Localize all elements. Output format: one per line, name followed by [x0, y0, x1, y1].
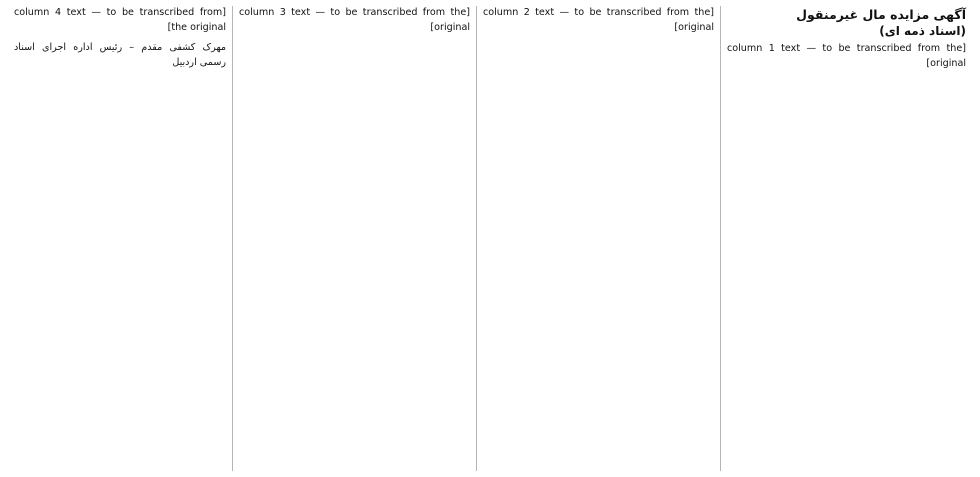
notice-signature: مهرک کشفی مقدم – رئیس اداره اجرای اسناد رسمی اردبیل — [14, 42, 226, 69]
notice-title: آگهی مزایده مال غیرمنقول — [796, 7, 966, 22]
notice-column-3 — [232, 6, 476, 471]
notice-body-text: [column 1 text — to be transcribed from the original] — [727, 43, 966, 69]
notice-body-text: [column 4 text — to be transcribed from the original] — [14, 7, 226, 33]
notice-body-text: [column 2 text — to be transcribed from the original] — [483, 7, 714, 33]
notice-column-4 — [8, 6, 232, 471]
notice-body-text: [column 3 text — to be transcribed from the original] — [239, 7, 470, 33]
notice-column-2 — [476, 6, 720, 471]
notice-header — [727, 6, 966, 40]
notice-column-1 — [720, 6, 972, 471]
notice-subtitle: (اسناد ذمه ای) — [879, 24, 966, 38]
